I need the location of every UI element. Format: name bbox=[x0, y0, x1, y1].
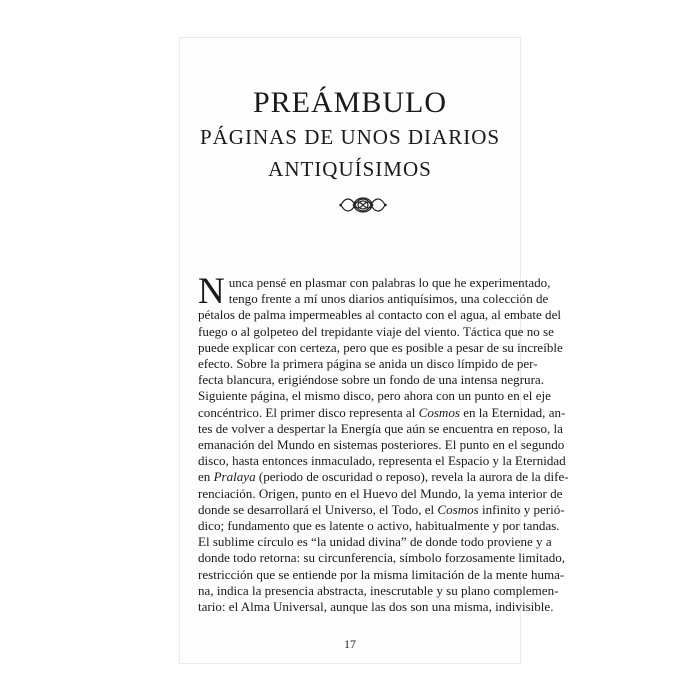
text-line: puede explicar con certeza, pero que es posible a pesar de su increíble bbox=[198, 339, 563, 355]
text-line: efecto. Sobre la primera página se anida un disco límpido de per- bbox=[198, 356, 538, 372]
text-line: unca pensé en plasmar con palabras lo que he experimentado, bbox=[228, 275, 551, 290]
paragraph-lines bbox=[198, 271, 569, 615]
text-line: disco, hasta entonces inmaculado, representa el Espacio y la Eternidad bbox=[198, 453, 566, 469]
drop-cap: N bbox=[198, 271, 225, 312]
text-line: restricción que se entiende por la misma limitación de la mente huma- bbox=[198, 566, 565, 582]
chapter-subtitle-line-2: ANTIQUÍSIMOS bbox=[268, 157, 432, 181]
text-line: tengo frente a mí unos diarios antiquísimos, una colección de bbox=[228, 291, 549, 307]
text-line: pétalos de palma impermeables al contacto con el agua, al embate del bbox=[198, 307, 561, 323]
text-line: Siguiente página, el mismo disco, pero ahora con un punto en el eje bbox=[198, 388, 551, 404]
body-paragraph bbox=[198, 271, 569, 615]
text-line: tario: el Alma Universal, aunque las dos son una misma, indivisible. bbox=[198, 599, 554, 615]
text-line: El sublime círculo es “la unidad divina” de donde todo proviene y a bbox=[198, 534, 552, 550]
text-line: donde se desarrollará el Universo, el Todo, el Cosmos infinito y perió- bbox=[198, 501, 565, 517]
text-line: fuego o al golpeteo del trepidante viaje del viento. Táctica que no se bbox=[198, 323, 554, 339]
page-number: 17 bbox=[344, 637, 356, 651]
text-line: donde todo retorna: su circunferencia, símbolo forzosamente limitado, bbox=[198, 550, 566, 566]
text-line: tes de volver a despertar la Energía que aún se encuentra en reposo, la bbox=[198, 420, 563, 436]
text-line: renciación. Origen, punto en el Huevo del Mundo, la yema interior de bbox=[198, 485, 563, 501]
text-line: emanación del Mundo en sistemas posteriores. El punto en el segundo bbox=[198, 437, 565, 453]
flourish-ornament-icon bbox=[339, 193, 387, 217]
text-line: na, indica la presencia abstracta, inescrutable y su plano complemen- bbox=[198, 582, 559, 598]
chapter-subtitle-line-1: PÁGINAS DE UNOS DIARIOS bbox=[199, 125, 501, 149]
text-line: concéntrico. El primer disco representa al Cosmos en la Eternidad, an- bbox=[198, 404, 566, 420]
text-line: dico; fundamento que es latente o activo, habitualmente y por tandas. bbox=[198, 518, 560, 534]
text-line: fecta blancura, erigiéndose sobre un fondo de una intensa negrura. bbox=[198, 372, 544, 388]
chapter-title: PREÁMBULO bbox=[252, 86, 448, 119]
text-line: en Pralaya (periodo de oscuridad o reposo), revela la aurora de la dife- bbox=[198, 469, 569, 485]
